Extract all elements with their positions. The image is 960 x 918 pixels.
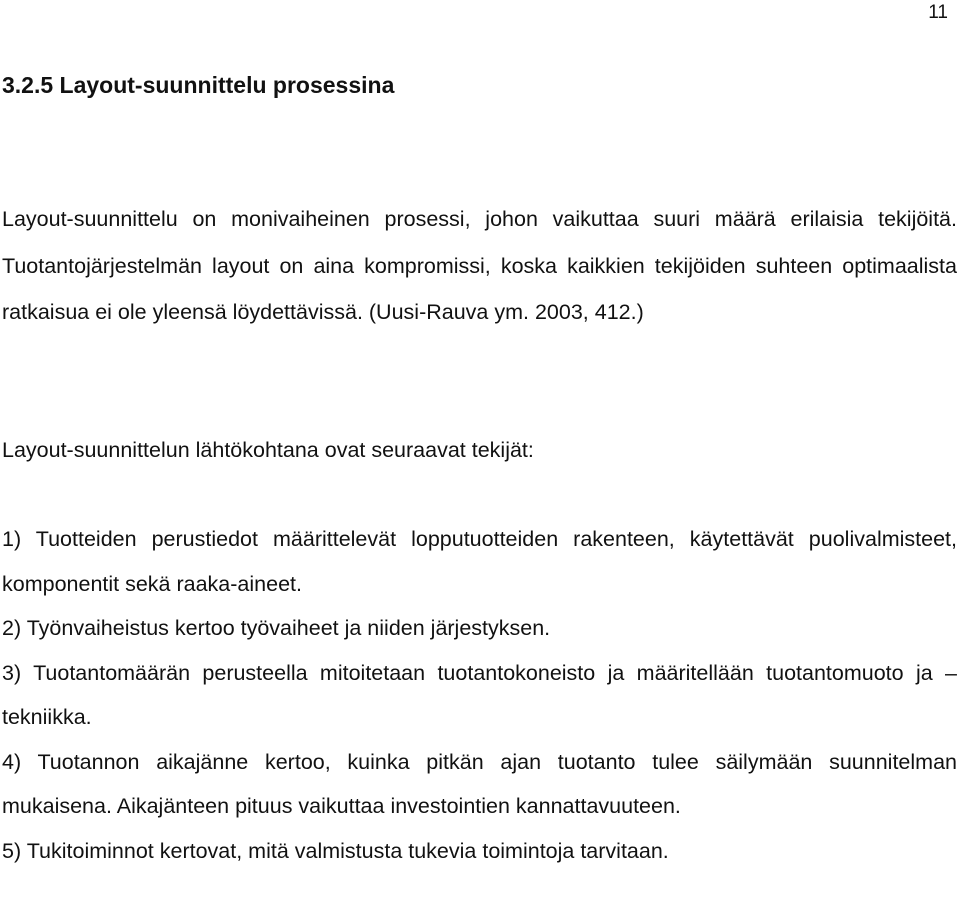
lead-paragraph: Layout-suunnittelun lähtökohtana ovat seuraavat tekijät: — [2, 438, 534, 462]
list-item: 2) Työnvaiheistus kertoo työvaiheet ja niiden järjestyksen. — [2, 616, 551, 640]
list-item: 1) Tuotteiden perustiedot määrittelevät lopputuotteiden rakenteen, käytettävät puolivalmisteet, komponentit sekä raaka-aineet. — [2, 527, 957, 596]
factor-list — [2, 517, 957, 873]
page-number: 11 — [928, 2, 948, 23]
list-item: 3) Tuotantomäärän perusteella mitoitetaan tuotantokoneisto ja määritellään tuotantomuoto ja –tekniikka. — [2, 660, 957, 729]
section-heading: 3.2.5 Layout-suunnittelu prosessina — [2, 72, 395, 98]
intro-paragraph: Layout-suunnittelu on monivaiheinen prosessi, johon vaikuttaa suuri määrä erilaisia tekijöitä. Tuotantojärjestelmän layout on aina kompromissi, koska kaikkien tekijöiden suhteen optimaalista ratkaisua ei ole yleensä löydettävissä. (Uusi-Rauva ym. 2003, 412.) — [2, 207, 957, 324]
list-item: 4) Tuotannon aikajänne kertoo, kuinka pitkän ajan tuotanto tulee säilymään suunnitelman mukaisena. Aikajänteen pituus vaikuttaa investointien kannattavuuteen. — [2, 749, 957, 818]
list-item: 5) Tukitoiminnot kertovat, mitä valmistusta tukevia toimintoja tarvitaan. — [2, 838, 669, 863]
